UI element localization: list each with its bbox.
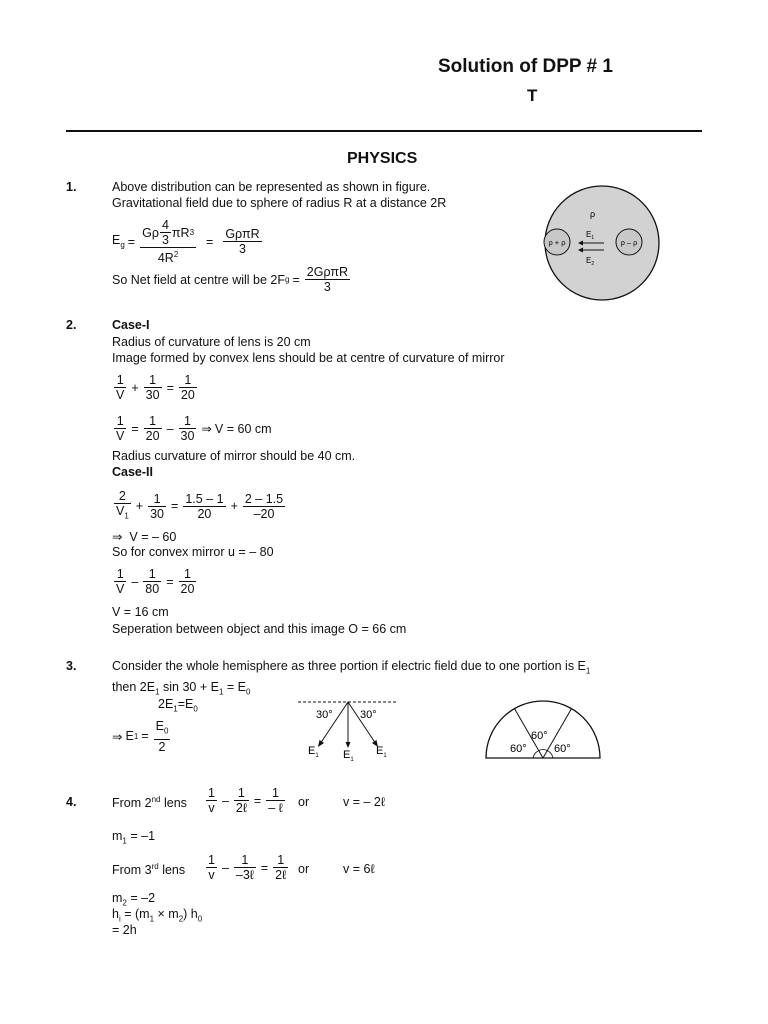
q4-from-2nd: From 2nd lens: [112, 795, 187, 811]
q4-v2: v = 6ℓ: [343, 862, 375, 876]
case-heading: Case-I: [112, 318, 150, 332]
q2-result-1: ⇒ V = – 60: [112, 530, 177, 544]
question-number: 4.: [66, 795, 77, 809]
q1-net-field: So Net field at centre will be 2F g = $\frac{\text{2GρπR}}{3}$: [112, 265, 349, 294]
field-components-figure: [296, 696, 400, 762]
angle-label: 60°: [510, 743, 527, 755]
right-cavity-label: ρ – ρ: [620, 238, 638, 247]
q2-line2: Image formed by convex lens should be at centre of curvature of mirror: [112, 351, 505, 365]
q2-line5: V = 16 cm: [112, 605, 169, 619]
field-label: $E_1$: [308, 745, 319, 759]
field-e1-label: $E_1$: [586, 230, 595, 241]
q3-line2: then $2E_1$ $\sin 30 + E_1 = E_0$: [112, 680, 251, 697]
sphere-cavity-figure: [532, 183, 672, 303]
angle-label: 60°: [554, 743, 571, 755]
q4-m1: $m_1 = -1$: [112, 829, 156, 846]
case-heading: Case-II: [112, 465, 153, 479]
q1-line1: Above distribution can be represented as shown in figure.: [112, 180, 431, 194]
mirror-equation-2: $\frac{1}{V}$ – $\frac{1}{80}$ = $\frac{1}{20}$: [116, 567, 195, 596]
fraction: Gρ $\frac{4}{3}$ πR 3 $4R^2$: [142, 218, 195, 266]
question-number: 2.: [66, 318, 77, 332]
q2-line3: Radius curvature of mirror should be 40 cm.: [112, 449, 356, 463]
q4-equation-2: $\frac{1}{v}$ – $\frac{1}{\text{–3ℓ}}$ = $\frac{1}{\text{2ℓ}}$: [208, 853, 287, 882]
angle-label: 30°: [360, 709, 377, 721]
q3-line1: Consider the whole hemisphere as three portion if electric field due to one portion is $E_1$: [112, 659, 591, 676]
angle-label: 30°: [316, 709, 333, 721]
question-number: 1.: [66, 180, 77, 194]
q2-line1: Radius of curvature of lens is 20 cm: [112, 335, 311, 349]
or-text: or: [298, 862, 310, 876]
q4-from-3rd: From 3rd lens: [112, 862, 186, 878]
header-divider: [66, 130, 702, 132]
left-cavity-label: ρ + ρ: [548, 238, 566, 247]
q2-line4: So for convex mirror u = – 80: [112, 545, 274, 559]
hemisphere-figure: [484, 682, 604, 760]
rho-label: ρ: [590, 209, 596, 219]
field-e2-label: $E_2$: [586, 256, 595, 267]
q4-v1: v = – 2ℓ: [343, 795, 385, 809]
q3-line3: $2E_1=E_0$: [158, 697, 198, 714]
mirror-equation: $\frac{2}{V_1}$ + $\frac{1}{30}$ = $\frac{1.5 - 1}{20}$ + $\frac{2 - 1.5}{-20}$: [116, 489, 284, 521]
question-number: 3.: [66, 659, 77, 673]
q4-equation-1: $\frac{1}{v}$ – $\frac{1}{\text{2ℓ}}$ = $\frac{1}{\text{– ℓ}}$: [208, 786, 283, 815]
page-subtitle: T: [527, 86, 538, 105]
or-text: or: [298, 795, 310, 809]
lens-equation-1: $\frac{1}{V}$ + $\frac{1}{30}$ = $\frac{1}{20}$: [116, 373, 195, 402]
subject-heading: PHYSICS: [347, 150, 418, 167]
q1-line2: Gravitational field due to sphere of radius R at a distance 2R: [112, 196, 447, 210]
q3-result: ⇒ E 1 = $\frac{E_0}{2}$: [112, 719, 169, 754]
eg-label: $E_g$: [112, 233, 125, 250]
q4-height-result: = 2h: [112, 923, 137, 937]
angle-label: 60°: [531, 730, 548, 742]
field-label: $E_1$: [376, 745, 387, 759]
page-title: Solution of DPP # 1: [438, 56, 613, 77]
q2-line6: Seperation between object and this image O = 66 cm: [112, 622, 407, 636]
fraction: $\frac{\text{2GρπR}}{3}$: [306, 265, 349, 294]
q1-field-equation: $E_g$ = Gρ $\frac{4}{3}$ πR 3 $4R^2$ = $\frac{\text{GρπR}}{3}$: [112, 218, 260, 266]
field-label: $E_1$: [343, 749, 354, 762]
lens-equation-2: $\frac{1}{V}$ = $\frac{1}{20}$ – $\frac{1}{30}$ ⇒ V = 60 cm: [116, 414, 272, 443]
q4-height-eq: $h_i = (m_1 \times m_2)$ $h_0$: [112, 907, 203, 924]
fraction: $\frac{\text{GρπR}}{3}$: [225, 227, 260, 257]
q4-m2: $m_2 = -2$: [112, 891, 156, 908]
